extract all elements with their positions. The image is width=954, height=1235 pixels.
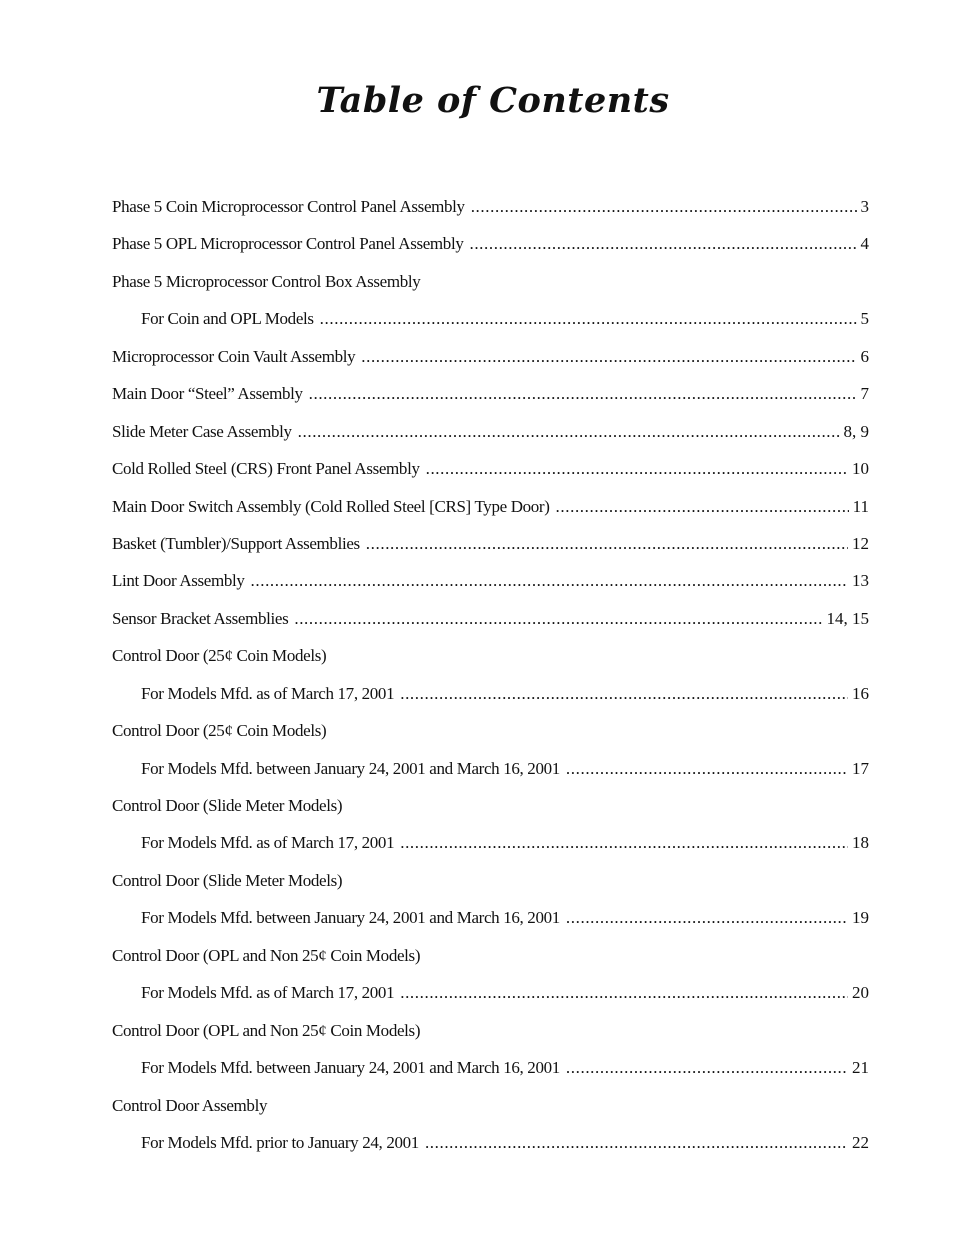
toc-entry [112, 681, 870, 718]
toc-entry-label: Slide Meter Case Assembly [112, 421, 292, 441]
toc-entry-page: 14, 15 [826, 608, 869, 628]
toc-entry [112, 905, 870, 942]
toc-entry-label: Control Door (Slide Meter Models) [112, 796, 343, 815]
toc-dot-leader [566, 905, 848, 931]
toc-entry-page: 12 [852, 533, 869, 553]
table-of-contents [112, 194, 870, 1167]
toc-entry [112, 1018, 870, 1055]
page-title: Table of Contents [316, 80, 670, 121]
toc-entry [112, 868, 870, 905]
toc-entry-label: Basket (Tumbler)/Support Assemblies [112, 533, 360, 553]
toc-entry [112, 980, 870, 1017]
toc-entry [112, 194, 870, 231]
toc-entry [112, 1130, 870, 1167]
toc-entry-label: For Models Mfd. prior to January 24, 2001 [141, 1132, 419, 1152]
toc-entry-page: 6 [860, 346, 869, 366]
toc-entry-label: Sensor Bracket Assemblies [112, 608, 289, 628]
toc-dot-leader [425, 1130, 848, 1156]
toc-entry-label: For Models Mfd. between January 24, 2001 and March 16, 2001 [141, 1058, 560, 1078]
toc-entry-page: 19 [852, 908, 869, 928]
toc-entry [112, 231, 870, 268]
toc-dot-leader [400, 681, 848, 707]
toc-entry [112, 568, 870, 605]
toc-entry [112, 269, 870, 306]
toc-dot-leader [320, 306, 857, 332]
toc-dot-leader [366, 531, 848, 557]
toc-entry-label: Control Door (25¢ Coin Models) [112, 646, 327, 666]
toc-entry-page: 3 [860, 197, 869, 216]
toc-dot-leader [471, 194, 857, 220]
toc-entry-label: Phase 5 OPL Microprocessor Control Panel Assembly [112, 234, 464, 254]
toc-entry-label: Cold Rolled Steel (CRS) Front Panel Assembly [112, 459, 420, 479]
toc-dot-leader [361, 344, 856, 370]
toc-dot-leader [251, 568, 848, 594]
toc-dot-leader [298, 419, 840, 445]
toc-entry-page: 16 [852, 683, 869, 703]
toc-entry [112, 531, 870, 568]
toc-entry-page: 10 [852, 459, 869, 479]
toc-entry [112, 381, 870, 418]
toc-entry-page: 20 [852, 983, 869, 1003]
toc-entry [112, 306, 870, 343]
toc-dot-leader [426, 456, 848, 482]
toc-entry-label: Phase 5 Coin Microprocessor Control Panel Assembly [112, 197, 465, 216]
toc-dot-leader [566, 1055, 848, 1081]
toc-dot-leader [309, 381, 857, 407]
toc-entry-label: Control Door (Slide Meter Models) [112, 870, 343, 890]
toc-entry-label: Control Door Assembly [112, 1095, 268, 1115]
toc-dot-leader [400, 980, 848, 1006]
toc-entry [112, 643, 870, 680]
toc-entry-page: 13 [852, 571, 869, 591]
toc-entry-page: 5 [860, 309, 869, 329]
toc-entry-label: For Models Mfd. between January 24, 2001 and March 16, 2001 [141, 908, 560, 928]
toc-entry-label: For Models Mfd. as of March 17, 2001 [141, 683, 395, 703]
toc-entry-page: 8, 9 [843, 421, 869, 441]
toc-entry [112, 419, 870, 456]
toc-entry [112, 756, 870, 793]
toc-entry [112, 456, 870, 493]
toc-entry-label: For Models Mfd. as of March 17, 2001 [141, 833, 395, 853]
toc-entry [112, 494, 870, 531]
toc-entry [112, 943, 870, 980]
toc-dot-leader [556, 494, 849, 520]
toc-dot-leader [400, 830, 848, 856]
toc-entry [112, 606, 870, 643]
toc-entry-label: Main Door “Steel” Assembly [112, 384, 303, 404]
toc-entry-page: 17 [852, 758, 869, 778]
toc-entry-label: For Coin and OPL Models [141, 309, 314, 329]
toc-entry [112, 1055, 870, 1092]
toc-entry [112, 344, 870, 381]
toc-entry-page: 18 [852, 833, 869, 853]
toc-entry-label: Phase 5 Microprocessor Control Box Assembly [112, 271, 421, 291]
toc-dot-leader [566, 756, 848, 782]
toc-entry-label: For Models Mfd. between January 24, 2001 and March 16, 2001 [141, 758, 560, 778]
toc-entry-label: Control Door (25¢ Coin Models) [112, 721, 327, 741]
toc-entry [112, 718, 870, 755]
toc-entry-label: For Models Mfd. as of March 17, 2001 [141, 983, 395, 1003]
toc-entry-page: 11 [852, 496, 869, 516]
toc-entry-page: 21 [852, 1058, 869, 1078]
toc-entry-label: Control Door (OPL and Non 25¢ Coin Models) [112, 1020, 421, 1040]
toc-entry [112, 830, 870, 867]
toc-entry-label: Microprocessor Coin Vault Assembly [112, 346, 356, 366]
toc-entry [112, 1093, 870, 1130]
toc-entry-label: Control Door (OPL and Non 25¢ Coin Models) [112, 945, 421, 965]
toc-entry-page: 4 [860, 234, 869, 254]
toc-entry-label: Main Door Switch Assembly (Cold Rolled Steel [CRS] Type Door) [112, 496, 550, 516]
toc-entry-page: 7 [860, 384, 869, 404]
toc-entry-page: 22 [852, 1132, 869, 1152]
toc-dot-leader [469, 231, 856, 257]
toc-dot-leader [294, 606, 822, 632]
toc-entry [112, 793, 870, 830]
toc-entry-label: Lint Door Assembly [112, 571, 245, 591]
